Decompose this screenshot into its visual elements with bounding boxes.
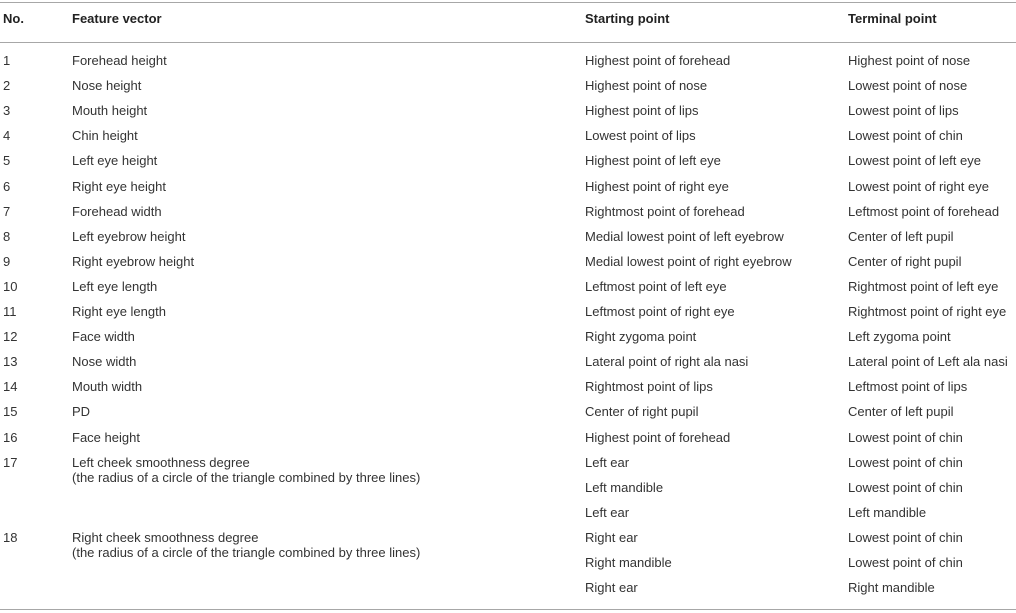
header-starting-point: Starting point (585, 11, 670, 26)
row-number: 4 (3, 128, 11, 144)
starting-point-cell: Rightmost point of lips (585, 379, 713, 395)
feature-vector-cell: Nose width (72, 354, 137, 370)
table-top-rule (0, 2, 1016, 3)
feature-vector-cell: Mouth height (72, 103, 148, 119)
starting-point-cell: Right mandible (585, 555, 672, 570)
row-number: 8 (3, 228, 11, 244)
row-number: 7 (3, 203, 11, 219)
header-feature-vector: Feature vector (72, 11, 162, 26)
header-terminal-point: Terminal point (848, 11, 937, 26)
terminal-point-cell: Highest point of nose (848, 53, 971, 68)
terminal-point-cell: Lowest point of chin (848, 555, 963, 570)
starting-point-cell: Rightmost point of forehead (585, 203, 745, 219)
terminal-point-cell: Rightmost point of right eye (848, 304, 1007, 319)
terminal-point-cell: Center of left pupil (848, 404, 954, 420)
feature-vector-cell: Left eye length (72, 278, 158, 294)
starting-point-cell: Highest point of forehead (585, 429, 731, 445)
feature-vector-cell: Right eyebrow height (72, 253, 195, 269)
starting-point-cell: Leftmost point of right eye (585, 304, 735, 319)
feature-vector-cell: Chin height (72, 128, 138, 144)
starting-point-cell: Lateral point of right ala nasi (585, 354, 749, 370)
feature-vector-cell: Left eye height (72, 153, 158, 169)
row-number: 11 (3, 304, 17, 319)
row-number: 13 (3, 354, 18, 370)
starting-point-cell: Right ear (585, 529, 638, 545)
terminal-point-cell: Lowest point of chin (848, 529, 963, 545)
feature-vector-cell: Left eyebrow height (72, 228, 186, 244)
feature-vector-cell: Right eye length (72, 304, 166, 319)
feature-vector-cell: Left cheek smoothness degree (72, 454, 250, 470)
terminal-point-cell: Left mandible (848, 504, 927, 520)
feature-vector-cell: Forehead width (72, 203, 162, 219)
feature-vector-cell: PD (72, 404, 91, 420)
row-number: 3 (3, 103, 11, 119)
row-number: 6 (3, 178, 11, 194)
starting-point-cell: Highest point of left eye (585, 153, 721, 169)
row-number: 10 (3, 278, 18, 294)
starting-point-cell: Highest point of right eye (585, 178, 729, 194)
terminal-point-cell: Lowest point of left eye (848, 153, 981, 169)
header-no: No. (3, 11, 24, 26)
terminal-point-cell: Center of right pupil (848, 253, 962, 269)
starting-point-cell: Left ear (585, 504, 630, 520)
feature-vector-cell: Nose height (72, 78, 142, 94)
feature-vector-note: (the radius of a circle of the triangle combined by three lines) (72, 544, 421, 560)
starting-point-cell: Highest point of forehead (585, 53, 731, 68)
terminal-point-cell: Lowest point of nose (848, 78, 968, 94)
starting-point-cell: Right zygoma point (585, 329, 697, 345)
starting-point-cell: Highest point of nose (585, 78, 708, 94)
terminal-point-cell: Lowest point of chin (848, 128, 963, 144)
terminal-point-cell: Lowest point of right eye (848, 178, 989, 194)
feature-vector-cell: Right cheek smoothness degree (72, 529, 259, 545)
starting-point-cell: Medial lowest point of right eyebrow (585, 253, 792, 269)
feature-vector-cell: Face height (72, 429, 140, 445)
row-number: 9 (3, 253, 11, 269)
starting-point-cell: Right ear (585, 580, 638, 596)
terminal-point-cell: Lowest point of chin (848, 429, 963, 445)
starting-point-cell: Highest point of lips (585, 103, 699, 119)
terminal-point-cell: Lowest point of chin (848, 479, 963, 495)
row-number: 15 (3, 404, 18, 420)
terminal-point-cell: Lateral point of Left ala nasi (848, 354, 1008, 370)
row-number: 17 (3, 454, 18, 470)
terminal-point-cell: Lowest point of chin (848, 454, 963, 470)
row-number: 18 (3, 529, 18, 545)
feature-vector-cell: Right eye height (72, 178, 166, 194)
feature-vector-cell: Face width (72, 329, 135, 345)
row-number: 1 (3, 53, 11, 68)
row-number: 2 (3, 78, 11, 94)
starting-point-cell: Center of right pupil (585, 404, 699, 420)
row-number: 14 (3, 379, 18, 395)
starting-point-cell: Leftmost point of left eye (585, 278, 727, 294)
row-number: 5 (3, 153, 11, 169)
terminal-point-cell: Rightmost point of left eye (848, 278, 999, 294)
row-number: 16 (3, 429, 18, 445)
starting-point-cell: Left mandible (585, 479, 664, 495)
terminal-point-cell: Leftmost point of lips (848, 379, 968, 395)
terminal-point-cell: Left zygoma point (848, 329, 951, 345)
starting-point-cell: Medial lowest point of left eyebrow (585, 228, 784, 244)
terminal-point-cell: Lowest point of lips (848, 103, 959, 119)
feature-vector-cell: Mouth width (72, 379, 143, 395)
starting-point-cell: Lowest point of lips (585, 128, 696, 144)
feature-vector-cell: Forehead height (72, 53, 167, 68)
header-rule (0, 42, 1016, 43)
terminal-point-cell: Center of left pupil (848, 228, 954, 244)
table-bottom-rule (0, 609, 1016, 610)
terminal-point-cell: Right mandible (848, 580, 935, 596)
row-number: 12 (3, 329, 18, 345)
feature-vector-note: (the radius of a circle of the triangle combined by three lines) (72, 469, 421, 485)
terminal-point-cell: Leftmost point of forehead (848, 203, 1000, 219)
starting-point-cell: Left ear (585, 454, 630, 470)
